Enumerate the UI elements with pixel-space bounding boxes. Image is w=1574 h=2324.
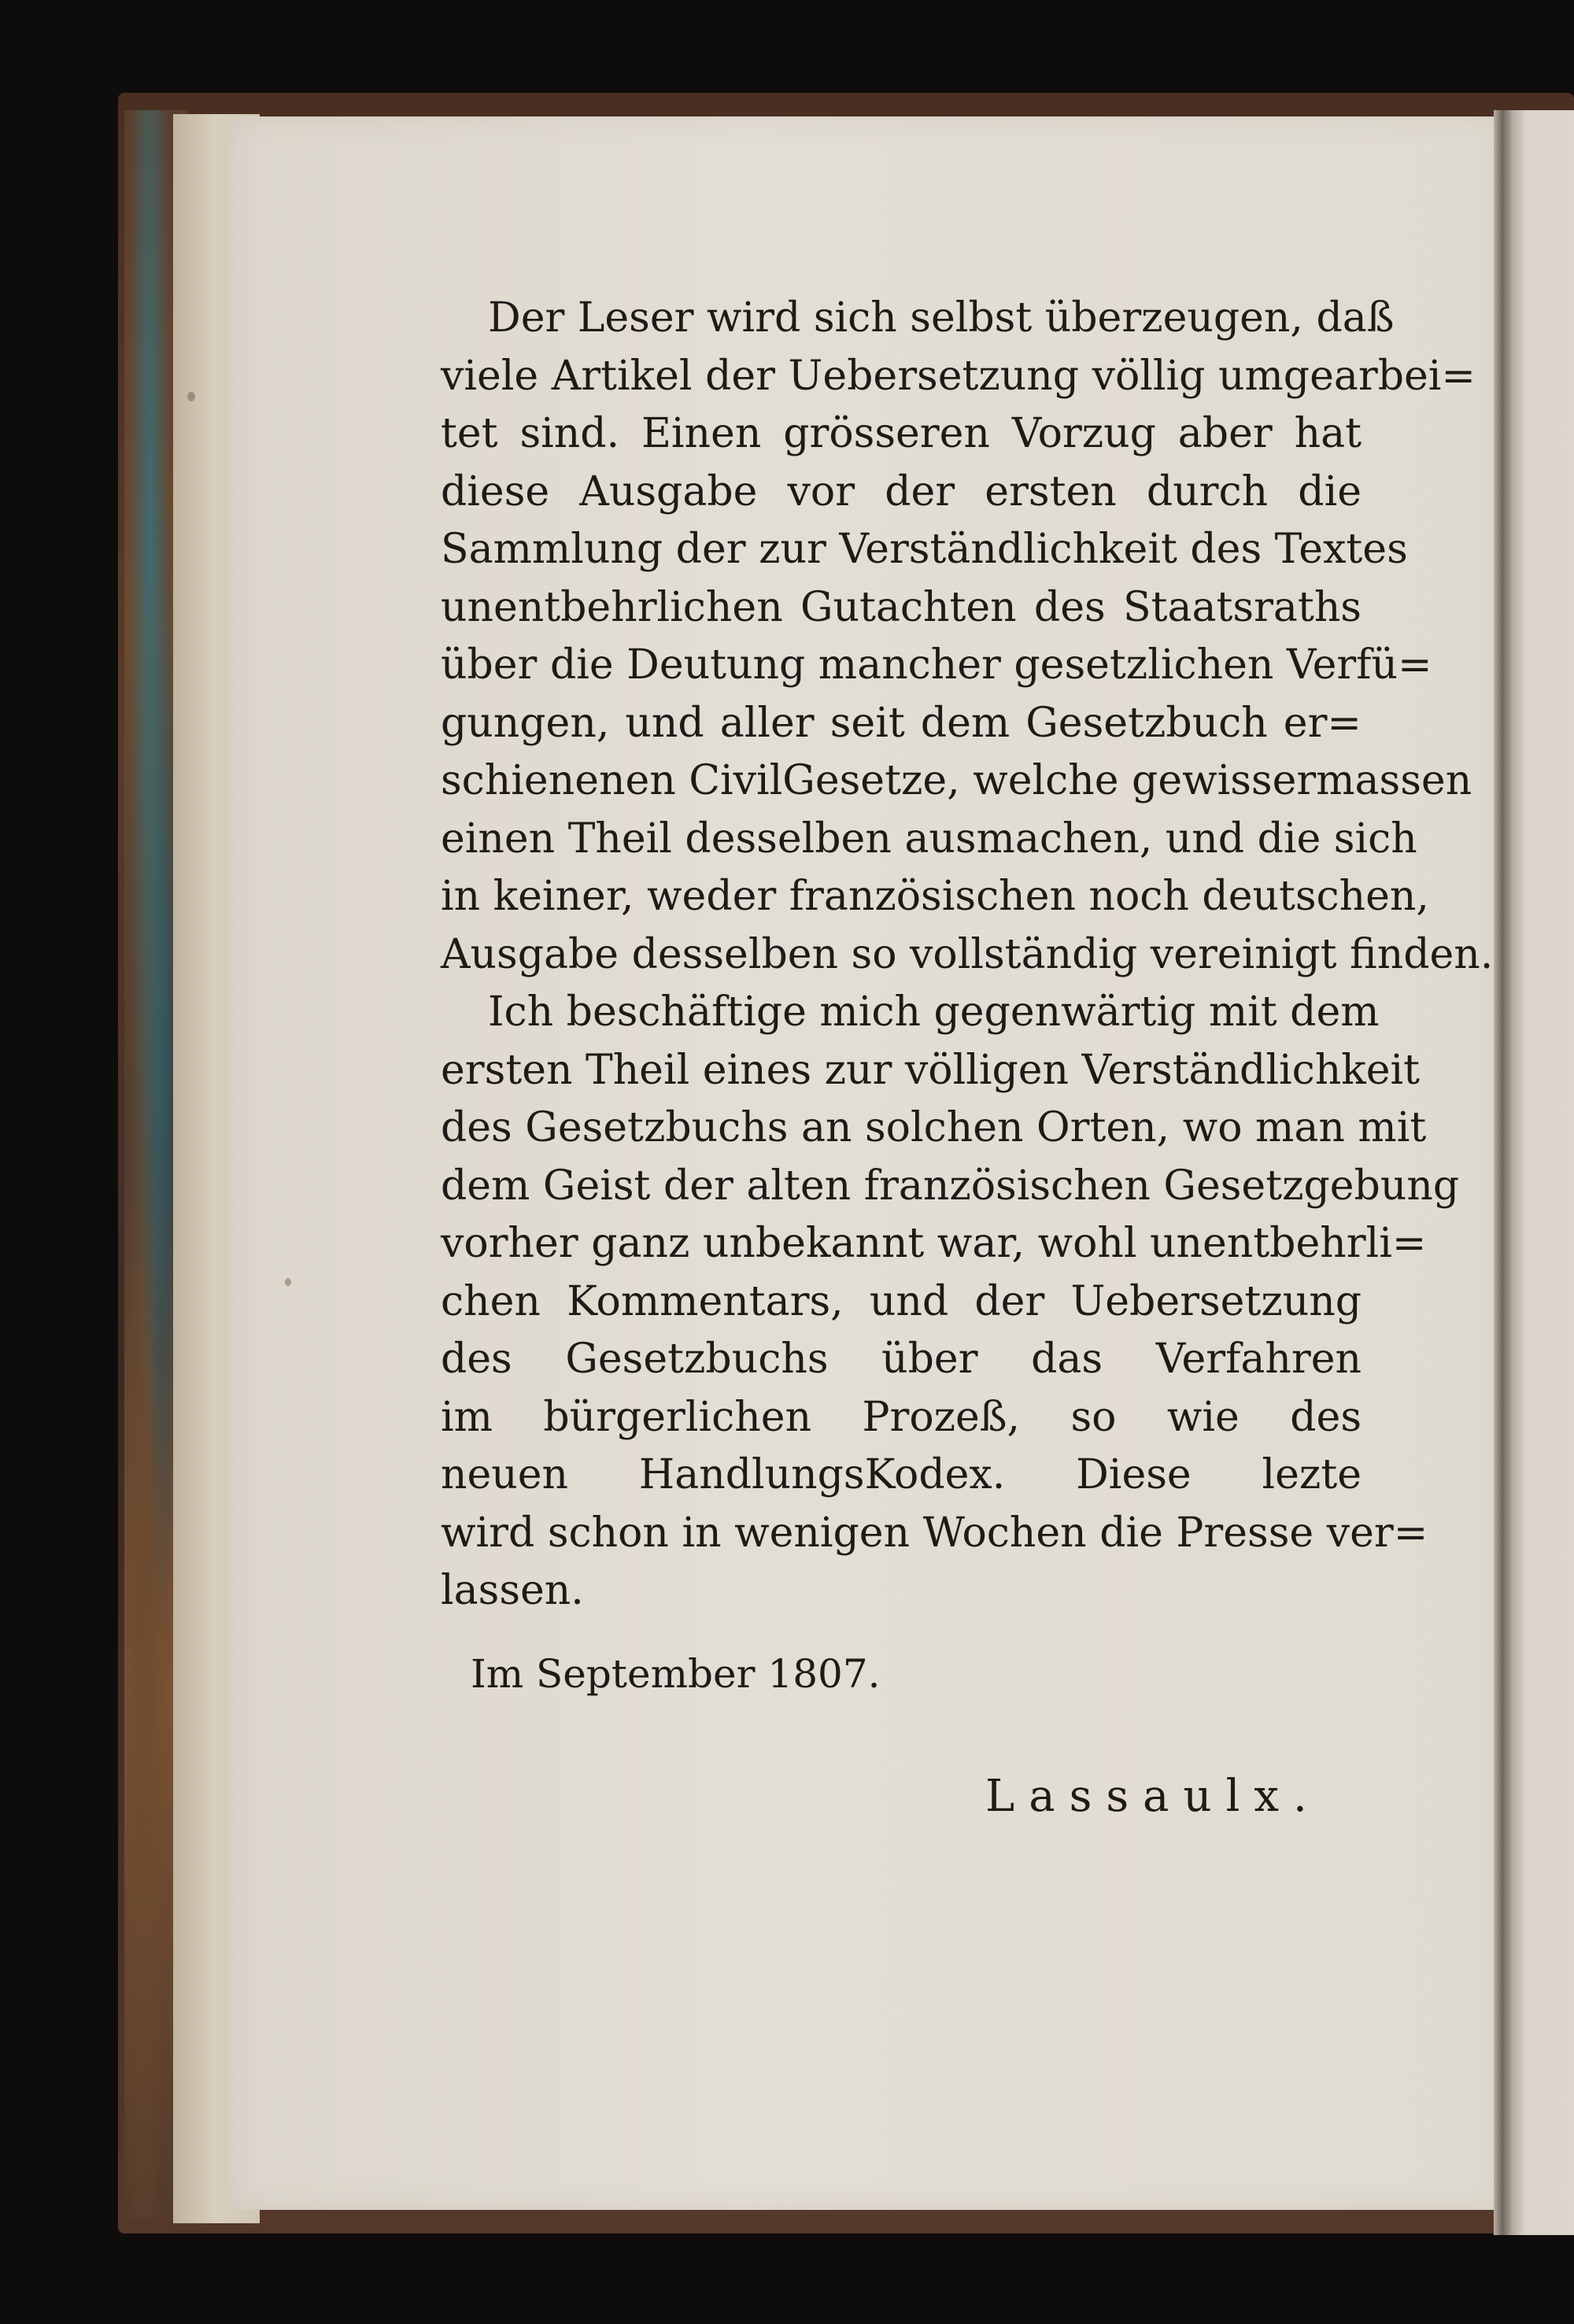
next-page-edge: [1505, 110, 1574, 2235]
text-line: dem Geist der alten französischen Gesetzgebung: [441, 1162, 1460, 1210]
text-line: chen Kommentars, und der Uebersetzung: [441, 1277, 1362, 1325]
text-line: einen Theil desselben ausmachen, und die sich: [441, 815, 1417, 863]
text-line: im bürgerlichen Prozeß, so wie des: [441, 1393, 1362, 1441]
date-line: Im September 1807.: [471, 1651, 881, 1697]
text-line: vorher ganz unbekannt war, wohl unentbehrli=: [441, 1220, 1427, 1267]
text-line: viele Artikel der Uebersetzung völlig umgearbei=: [441, 352, 1476, 400]
paragraph-2: [441, 984, 1460, 1620]
text-line: ersten Theil eines zur völligen Verständlichkeit: [441, 1046, 1421, 1094]
body-text: [441, 290, 1494, 1620]
text-line: gungen, und aller seit dem Gesetzbuch er=: [441, 699, 1362, 747]
text-line: neuen HandlungsKodex. Diese lezte: [441, 1451, 1362, 1498]
text-line: Ausgabe desselben so vollständig vereinigt finden.: [441, 930, 1494, 978]
text-line: diese Ausgabe vor der ersten durch die: [441, 467, 1362, 515]
paragraph-1: [441, 290, 1494, 984]
text-line: des Gesetzbuchs über das Verfahren: [441, 1336, 1362, 1383]
text-line: Der Leser wird sich selbst überzeugen, daß: [488, 294, 1395, 342]
text-line: Ich beschäftige mich gegenwärtig mit dem: [488, 988, 1380, 1036]
gutter: [1494, 110, 1511, 2235]
text-line: des Gesetzbuchs an solchen Orten, wo man mit: [441, 1104, 1427, 1151]
text-line: lassen.: [441, 1567, 584, 1614]
ink-spot: [285, 1278, 291, 1286]
text-line: tet sind. Einen grösseren Vorzug aber hat: [441, 410, 1362, 457]
text-line: unentbehrlichen Gutachten des Staatsraths: [441, 583, 1362, 631]
ink-spot: [187, 392, 195, 401]
signature: Lassaulx.: [985, 1771, 1321, 1822]
text-line: wird schon in wenigen Wochen die Presse ver=: [441, 1509, 1428, 1557]
text-line: über die Deutung mancher gesetzlichen Verfü=: [441, 641, 1432, 689]
text-line: Sammlung der zur Verständlichkeit des Textes: [441, 526, 1408, 573]
text-line: in keiner, weder französischen noch deutschen,: [441, 873, 1429, 920]
text-line: schienenen CivilGesetze, welche gewissermassen: [441, 757, 1472, 804]
